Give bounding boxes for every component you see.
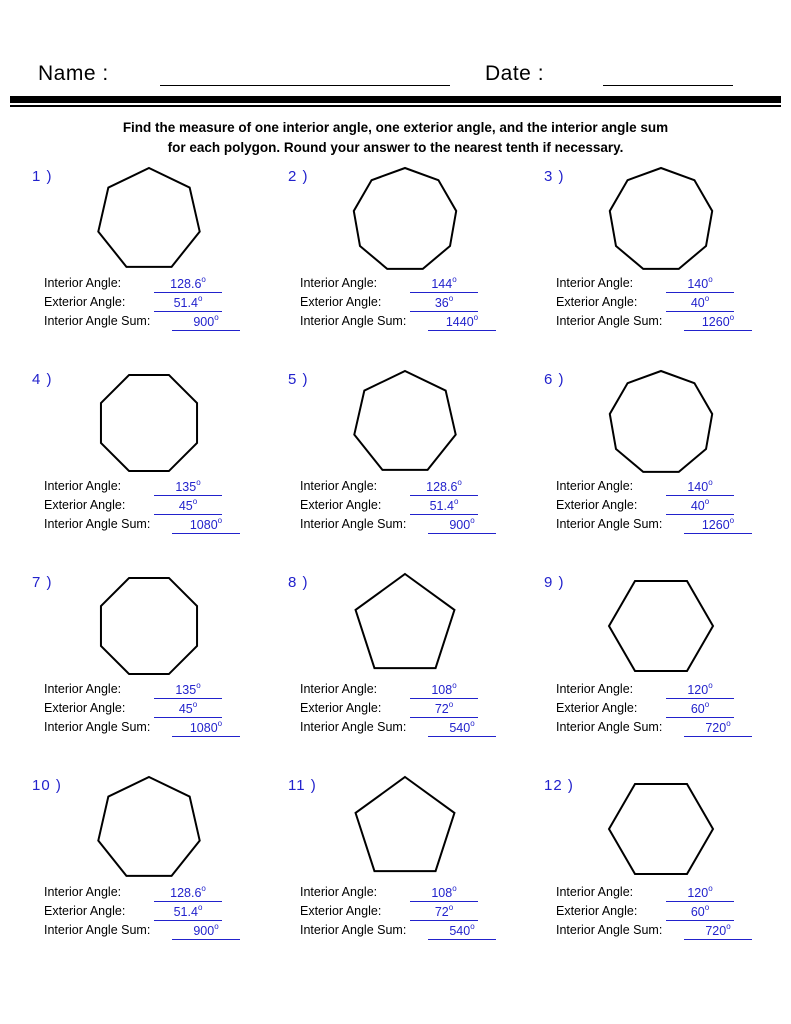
problem-number: 8 ) — [288, 574, 309, 591]
interior-angle-sum-value[interactable]: 900$^o$ — [172, 923, 240, 940]
date-label: Date : — [485, 62, 545, 85]
answers-block — [300, 885, 525, 942]
interior-angle-value[interactable]: 108$^o$ — [410, 682, 478, 699]
polygon-figure — [596, 367, 726, 477]
exterior-angle-value[interactable]: 40$^o$ — [666, 498, 734, 515]
answer-line — [300, 923, 525, 942]
answers-block — [44, 276, 269, 333]
answer-line — [556, 517, 781, 536]
interior-angle-sum-label: Interior Angle Sum: — [556, 517, 663, 531]
problem-number: 10 ) — [32, 777, 62, 794]
answers-block — [556, 276, 781, 333]
problem-1 — [22, 164, 280, 364]
exterior-angle-label: Exterior Angle: — [300, 701, 382, 715]
degree-symbol: o — [453, 497, 459, 506]
answer-line — [44, 295, 269, 314]
exterior-angle-value[interactable]: 60$^o$ — [666, 701, 734, 718]
interior-angle-sum-value[interactable]: 1260$^o$ — [684, 517, 752, 534]
interior-angle-label: Interior Angle: — [44, 479, 122, 493]
polygon-figure — [340, 367, 470, 477]
degree-symbol: o — [708, 478, 713, 487]
degree-symbol: o — [217, 719, 223, 728]
problem-2 — [278, 164, 536, 364]
interior-angle-value[interactable]: 128.6$^o$ — [154, 276, 222, 293]
problem-number: 11 ) — [288, 777, 317, 794]
problem-number: 7 ) — [32, 574, 53, 591]
answers-block — [300, 276, 525, 333]
answers-block — [44, 479, 269, 536]
problem-4 — [22, 367, 280, 567]
interior-angle-label: Interior Angle: — [300, 682, 378, 696]
interior-angle-sum-label: Interior Angle Sum: — [44, 720, 151, 734]
interior-angle-sum-value[interactable]: 1080$^o$ — [172, 517, 240, 534]
instructions-line-2: for each polygon. Round your answer to the nearest tenth if necessary. — [167, 139, 624, 155]
answers-block — [44, 885, 269, 942]
answer-line — [300, 498, 525, 517]
exterior-angle-label: Exterior Angle: — [44, 498, 126, 512]
interior-angle-sum-label: Interior Angle Sum: — [300, 314, 407, 328]
interior-angle-sum-label: Interior Angle Sum: — [300, 517, 407, 531]
answer-line — [556, 682, 781, 701]
degree-symbol: o — [196, 681, 201, 690]
answer-line — [300, 885, 525, 904]
answer-line — [44, 682, 269, 701]
exterior-angle-label: Exterior Angle: — [44, 295, 126, 309]
answers-block — [300, 479, 525, 536]
interior-angle-label: Interior Angle: — [300, 885, 378, 899]
degree-symbol: o — [448, 294, 454, 303]
answers-block — [44, 682, 269, 739]
degree-symbol: o — [197, 903, 203, 912]
interior-angle-label: Interior Angle: — [44, 682, 122, 696]
interior-angle-sum-label: Interior Angle Sum: — [556, 923, 663, 937]
exterior-angle-value[interactable]: 51.4$^o$ — [154, 295, 222, 312]
answer-line — [300, 517, 525, 536]
exterior-angle-label: Exterior Angle: — [44, 904, 126, 918]
problem-number: 6 ) — [544, 371, 565, 388]
degree-symbol: o — [201, 275, 206, 284]
problem-7 — [22, 570, 280, 770]
interior-angle-label: Interior Angle: — [300, 479, 378, 493]
polygon-figure — [84, 773, 214, 883]
exterior-angle-value[interactable]: 72$^o$ — [410, 904, 478, 921]
problem-number: 2 ) — [288, 168, 309, 185]
interior-angle-label: Interior Angle: — [556, 276, 634, 290]
polygon-figure — [84, 164, 214, 274]
degree-symbol: o — [452, 681, 457, 690]
answer-line — [556, 498, 781, 517]
problem-5 — [278, 367, 536, 567]
interior-angle-sum-label: Interior Angle Sum: — [44, 923, 151, 937]
interior-angle-value[interactable]: 120$^o$ — [666, 682, 734, 699]
interior-angle-value[interactable]: 128.6$^o$ — [154, 885, 222, 902]
answer-line — [300, 295, 525, 314]
answer-line — [44, 904, 269, 923]
problem-8 — [278, 570, 536, 770]
interior-angle-sum-value[interactable]: 540$^o$ — [428, 923, 496, 940]
degree-symbol: o — [192, 497, 198, 506]
answer-line — [44, 517, 269, 536]
interior-angle-value[interactable]: 140$^o$ — [666, 276, 734, 293]
polygon-figure — [340, 164, 470, 274]
exterior-angle-value[interactable]: 45$^o$ — [154, 498, 222, 515]
interior-angle-sum-value[interactable]: 1440$^o$ — [428, 314, 496, 331]
interior-angle-sum-label: Interior Angle Sum: — [556, 314, 663, 328]
problem-number: 5 ) — [288, 371, 309, 388]
answer-line — [300, 904, 525, 923]
answers-block — [556, 682, 781, 739]
polygon-figure — [84, 570, 214, 680]
interior-angle-value[interactable]: 144$^o$ — [410, 276, 478, 293]
degree-symbol: o — [729, 313, 735, 322]
divider-thin-bar — [10, 105, 781, 107]
exterior-angle-value[interactable]: 40$^o$ — [666, 295, 734, 312]
exterior-angle-value[interactable]: 51.4$^o$ — [410, 498, 478, 515]
answer-line — [44, 479, 269, 498]
answer-line — [44, 720, 269, 739]
interior-angle-sum-value[interactable]: 900$^o$ — [172, 314, 240, 331]
interior-angle-label: Interior Angle: — [556, 885, 634, 899]
answer-line — [300, 720, 525, 739]
polygon-figure — [340, 570, 470, 680]
interior-angle-sum-value[interactable]: 1260$^o$ — [684, 314, 752, 331]
degree-symbol: o — [726, 719, 731, 728]
degree-symbol: o — [729, 516, 735, 525]
answer-line — [556, 276, 781, 295]
exterior-angle-label: Exterior Angle: — [300, 498, 382, 512]
degree-symbol: o — [217, 516, 223, 525]
answer-line — [556, 720, 781, 739]
answer-line — [556, 701, 781, 720]
degree-symbol: o — [452, 884, 457, 893]
name-input-line[interactable] — [160, 85, 450, 86]
polygon-figure — [84, 367, 214, 477]
problem-number: 9 ) — [544, 574, 565, 591]
interior-angle-sum-value[interactable]: 900$^o$ — [428, 517, 496, 534]
degree-symbol: o — [192, 700, 198, 709]
problem-9 — [534, 570, 791, 770]
answer-line — [44, 923, 269, 942]
interior-angle-sum-value[interactable]: 720$^o$ — [684, 923, 752, 940]
degree-symbol: o — [470, 516, 475, 525]
exterior-angle-label: Exterior Angle: — [556, 904, 638, 918]
answer-line — [44, 498, 269, 517]
problems-grid — [0, 164, 791, 976]
exterior-angle-value[interactable]: 45$^o$ — [154, 701, 222, 718]
exterior-angle-value[interactable]: 72$^o$ — [410, 701, 478, 718]
interior-angle-sum-label: Interior Angle Sum: — [556, 720, 663, 734]
answer-line — [44, 276, 269, 295]
degree-symbol: o — [473, 313, 479, 322]
exterior-angle-value[interactable]: 36$^o$ — [410, 295, 478, 312]
interior-angle-sum-label: Interior Angle Sum: — [300, 923, 407, 937]
interior-angle-sum-label: Interior Angle Sum: — [300, 720, 407, 734]
problem-number: 12 ) — [544, 777, 574, 794]
interior-angle-label: Interior Angle: — [300, 276, 378, 290]
degree-symbol: o — [448, 700, 454, 709]
exterior-angle-label: Exterior Angle: — [556, 701, 638, 715]
exterior-angle-label: Exterior Angle: — [300, 904, 382, 918]
degree-symbol: o — [704, 700, 710, 709]
worksheet-header — [0, 28, 791, 85]
problem-row — [0, 773, 791, 976]
instructions-line-1: Find the measure of one interior angle, one exterior angle, and the interior angle sum — [122, 120, 669, 135]
degree-symbol: o — [214, 922, 219, 931]
answer-line — [556, 923, 781, 942]
degree-symbol: o — [452, 275, 457, 284]
polygon-figure — [596, 773, 726, 883]
interior-angle-sum-value[interactable]: 540$^o$ — [428, 720, 496, 737]
answers-block — [556, 479, 781, 536]
answers-block — [300, 682, 525, 739]
problem-12 — [534, 773, 791, 973]
interior-angle-value[interactable]: 120$^o$ — [666, 885, 734, 902]
interior-angle-label: Interior Angle: — [44, 276, 122, 290]
interior-angle-label: Interior Angle: — [556, 479, 634, 493]
degree-symbol: o — [470, 922, 475, 931]
interior-angle-sum-label: Interior Angle Sum: — [44, 517, 151, 531]
exterior-angle-label: Exterior Angle: — [556, 498, 638, 512]
degree-symbol: o — [708, 275, 713, 284]
interior-angle-value[interactable]: 135$^o$ — [154, 479, 222, 496]
interior-angle-sum-value[interactable]: 1080$^o$ — [172, 720, 240, 737]
answer-line — [556, 295, 781, 314]
answer-line — [300, 314, 525, 333]
degree-symbol: o — [704, 294, 710, 303]
answer-line — [556, 885, 781, 904]
interior-angle-label: Interior Angle: — [556, 682, 634, 696]
problem-3 — [534, 164, 791, 364]
interior-angle-label: Interior Angle: — [44, 885, 122, 899]
answer-line — [44, 314, 269, 333]
exterior-angle-label: Exterior Angle: — [44, 701, 126, 715]
answers-block — [556, 885, 781, 942]
answer-line — [300, 682, 525, 701]
degree-symbol: o — [196, 478, 201, 487]
degree-symbol: o — [197, 294, 203, 303]
date-input-line[interactable] — [603, 85, 733, 86]
degree-symbol: o — [201, 884, 206, 893]
degree-symbol: o — [704, 903, 710, 912]
polygon-figure — [340, 773, 470, 883]
interior-angle-value[interactable]: 108$^o$ — [410, 885, 478, 902]
problem-row — [0, 164, 791, 367]
problem-number: 3 ) — [544, 168, 565, 185]
interior-angle-sum-value[interactable]: 720$^o$ — [684, 720, 752, 737]
exterior-angle-label: Exterior Angle: — [556, 295, 638, 309]
interior-angle-value[interactable]: 140$^o$ — [666, 479, 734, 496]
degree-symbol: o — [708, 884, 713, 893]
degree-symbol: o — [448, 903, 454, 912]
polygon-figure — [596, 570, 726, 680]
polygon-figure — [596, 164, 726, 274]
instructions — [0, 118, 791, 157]
degree-symbol: o — [214, 313, 219, 322]
answer-line — [556, 479, 781, 498]
answer-line — [556, 314, 781, 333]
degree-symbol: o — [708, 681, 713, 690]
answer-line — [44, 885, 269, 904]
exterior-angle-label: Exterior Angle: — [300, 295, 382, 309]
problem-row — [0, 367, 791, 570]
degree-symbol: o — [704, 497, 710, 506]
problem-10 — [22, 773, 280, 973]
exterior-angle-value[interactable]: 51.4$^o$ — [154, 904, 222, 921]
interior-angle-sum-label: Interior Angle Sum: — [44, 314, 151, 328]
answer-line — [300, 479, 525, 498]
exterior-angle-value[interactable]: 60$^o$ — [666, 904, 734, 921]
problem-6 — [534, 367, 791, 567]
answer-line — [300, 701, 525, 720]
answer-line — [300, 276, 525, 295]
interior-angle-value[interactable]: 128.6$^o$ — [410, 479, 478, 496]
degree-symbol: o — [457, 478, 462, 487]
problem-number: 1 ) — [32, 168, 53, 185]
problem-11 — [278, 773, 536, 973]
problem-number: 4 ) — [32, 371, 53, 388]
answer-line — [44, 701, 269, 720]
answer-line — [556, 904, 781, 923]
header-divider — [10, 96, 781, 107]
divider-thick-bar — [10, 96, 781, 103]
interior-angle-value[interactable]: 135$^o$ — [154, 682, 222, 699]
degree-symbol: o — [726, 922, 731, 931]
degree-symbol: o — [470, 719, 475, 728]
name-label: Name : — [38, 62, 109, 85]
problem-row — [0, 570, 791, 773]
